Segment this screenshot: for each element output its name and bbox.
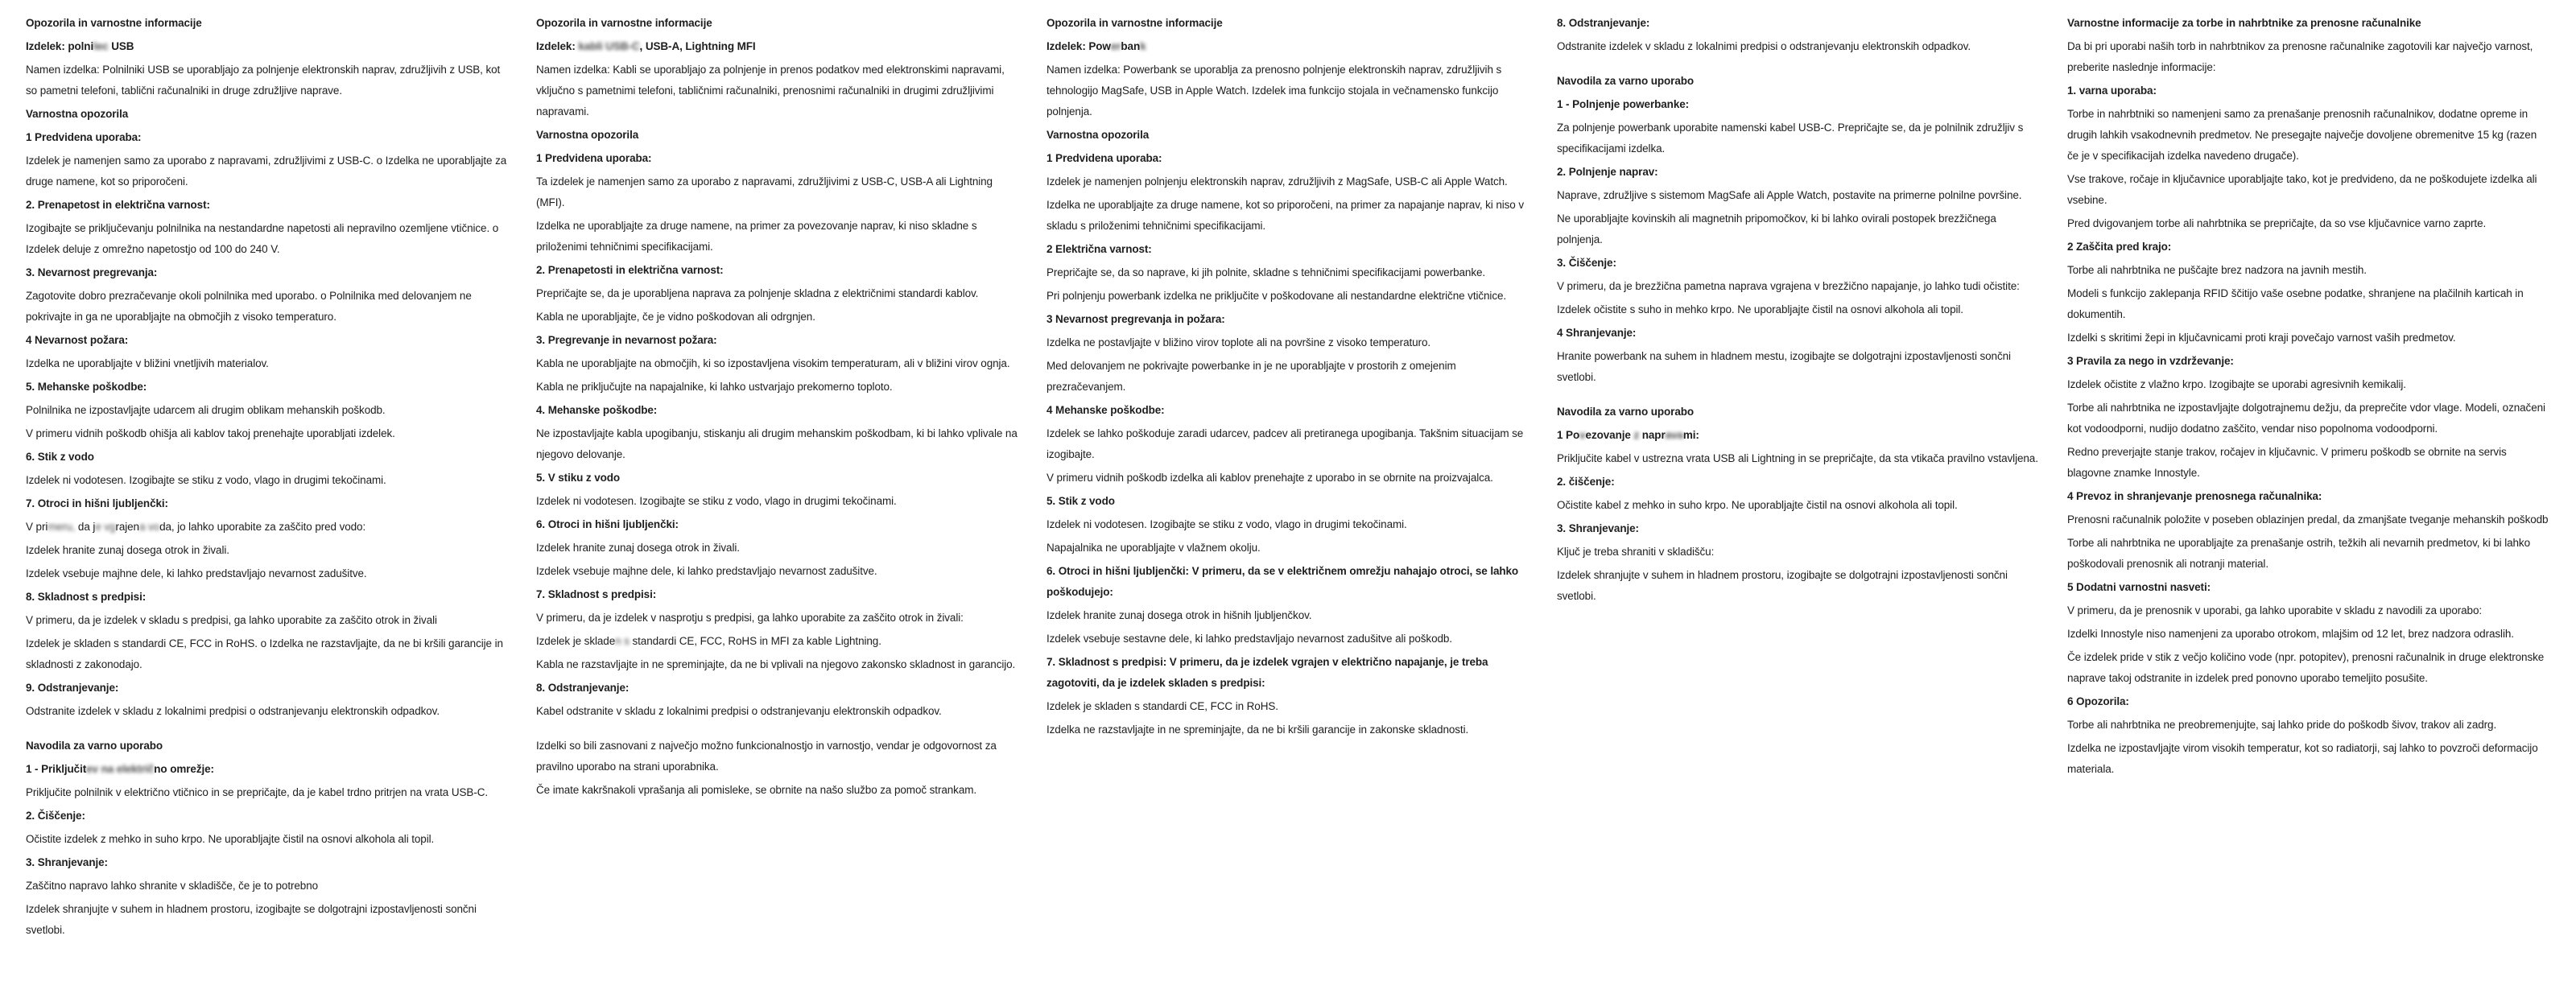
text-run: Zaščitno napravo lahko shranite v skladišče, če je to potrebno [26, 880, 319, 892]
text-run: Varnostna opozorila [1046, 129, 1150, 141]
text-run: Kabel odstranite v skladu z lokalnimi predpisi o odstranjevanju elektronskih odpadkov. [536, 705, 942, 717]
smudged-text: z [1633, 429, 1640, 441]
text-run: Izdelek ni vodotesen. Izogibajte se stiku z vodo, vlago in drugimi tekočinami. [1046, 518, 1407, 530]
text-run: 8. Odstranjevanje: [536, 682, 630, 694]
text-run: Hranite powerbank na suhem in hladnem mestu, izogibajte se dolgotrajni izpostavljenosti sončni svetlobi. [1557, 350, 2011, 383]
text-run: Izdelek vsebuje sestavne dele, ki lahko predstavljajo nevarnost zadušitve ali poškodb. [1046, 633, 1452, 645]
text-run: Kabla ne uporabljajte, če je vidno poškodovan ali odrgnjen. [536, 311, 815, 323]
text-run: Izdelka ne razstavljajte in ne spreminjajte, da ne bi kršili garancije in zakonske skladnosti. [1046, 724, 1469, 736]
text-run: 3 Pravila za nego in vzdrževanje: [2067, 355, 2234, 367]
paragraph [26, 899, 509, 941]
text-run: Varnostna opozorila [26, 108, 129, 120]
section-heading [1046, 400, 1530, 421]
smudged-text: e vg [95, 521, 116, 533]
text-run: Izdelek je namenjen polnjenju elektronskih naprav, združljivih z MagSafe, USB-C ali Apple Watch. [1046, 175, 1508, 188]
text-run: Izdelek shranjujte v suhem in hladnem prostoru, izogibajte se dolgotrajni izpostavljenosti sončni svetlobi. [26, 903, 477, 936]
paragraph [26, 563, 509, 584]
text-run: 6. Otroci in hišni ljubljenčki: [536, 518, 679, 530]
text-run: 3. Čiščenje: [1557, 257, 1616, 269]
paragraph [26, 876, 509, 897]
column-usb-cables [536, 13, 1019, 1006]
paragraph [1046, 468, 1530, 489]
text-run: 1 Predvidena uporaba: [536, 152, 652, 164]
text-run: Opozorila in varnostne informacije [1046, 17, 1223, 29]
section-heading [26, 759, 509, 780]
text-run: 4. Mehanske poškodbe: [536, 404, 658, 416]
text-run: V primeru, da je brezžična pametna naprava vgrajena v brezžično napajanje, jo lahko tudi očistite: [1557, 280, 2020, 292]
text-run: Torbe ali nahrbtnika ne izpostavljajte dolgotrajnemu dežju, da preprečite vdor vlage. Modeli, označeni kot vodoodporni, nudijo dodatno zaščito, vendar niso popolnoma vodoodporni. [2067, 402, 2545, 435]
paragraph [1557, 346, 2040, 388]
paragraph [1046, 719, 1530, 740]
text-run: Za polnjenje powerbank uporabite namenski kabel USB-C. Prepričajte se, da je polnilnik združljiv s specifikacijami izdelka. [1557, 122, 2024, 155]
text-run: Redno preverjajte stanje trakov, ročajev in ključavnic. V primeru poškodb se obrnite na servis blagovne znamke Innostyle. [2067, 446, 2507, 479]
text-run: Izdelek ni vodotesen. Izogibajte se stiku z vodo, vlago in drugimi tekočinami. [26, 474, 386, 486]
paragraph [2067, 624, 2550, 645]
text-run: Kabla ne uporabljajte na območjih, ki so izpostavljena visokim temperaturam, ali v bližini virov ognja. [536, 357, 1010, 369]
text-run: 3. Shranjevanje: [26, 856, 108, 868]
text-run: 7. Skladnost s predpisi: [536, 588, 657, 600]
text-run: Navodila za varno uporabo [1557, 406, 1695, 418]
text-run: Izdelek vsebuje majhne dele, ki lahko predstavljajo nevarnost zadušitve. [26, 567, 367, 579]
paragraph [536, 353, 1019, 374]
paragraph [26, 610, 509, 631]
text-run: Varnostne informacije za torbe in nahrbtnike za prenosne računalnike [2067, 17, 2421, 29]
text-run: da, jo lahko uporabite za zaščito pred vodo: [159, 521, 366, 533]
paragraph [1557, 448, 2040, 469]
text-run: standardi CE, FCC, RoHS in MFI za kable Lightning. [629, 635, 881, 647]
text-run: V pri [26, 521, 48, 533]
paragraph [1046, 538, 1530, 559]
column-laptop-bags [2067, 13, 2550, 1006]
section-heading [26, 127, 509, 148]
paragraph [2067, 283, 2550, 325]
paragraph [536, 538, 1019, 559]
text-run: no omrežje: [154, 763, 214, 775]
section-heading [536, 468, 1019, 489]
text-run: 5. Stik z vodo [1046, 495, 1115, 507]
paragraph [536, 491, 1019, 512]
text-run: V primeru, da je prenosnik v uporabi, ga lahko uporabite v skladu z navodili za uporabo: [2067, 604, 2483, 616]
smudged-text: ev na električ [86, 763, 155, 775]
paragraph [26, 633, 509, 675]
section-gap [1557, 60, 2040, 71]
text-run: da j [75, 521, 96, 533]
text-run: Izdelek ni vodotesen. Izogibajte se stiku z vodo, vlago in drugimi tekočinami. [536, 495, 897, 507]
section-heading [26, 493, 509, 514]
text-run: Torbe ali nahrbtnika ne puščajte brez nadzora na javnih mestih. [2067, 264, 2367, 276]
text-run: 2. čiščenje: [1557, 476, 1615, 488]
text-run: napr [1639, 429, 1666, 441]
text-run: Vse trakove, ročaje in ključavnice uporabljajte tako, kot je predvideno, da ne poškodujete izdelka ali vsebine. [2067, 173, 2537, 206]
paragraph [2067, 104, 2550, 167]
text-run: 5. Mehanske poškodbe: [26, 381, 147, 393]
paragraph [536, 60, 1019, 122]
paragraph [1557, 118, 2040, 159]
text-run: Torbe ali nahrbtnika ne preobremenjujte, saj lahko pride do poškodb šivov, trakov ali zadrg. [2067, 719, 2497, 731]
text-run: 4 Shranjevanje: [1557, 327, 1637, 339]
text-run: 2. Čiščenje: [26, 810, 85, 822]
text-run: V primeru, da je izdelek v skladu s predpisi, ga lahko uporabite za zaščito otrok in živali [26, 614, 437, 626]
section-heading [536, 36, 1019, 57]
text-run: Opozorila in varnostne informacije [26, 17, 202, 29]
text-run: 8. Skladnost s predpisi: [26, 591, 147, 603]
paragraph [1046, 696, 1530, 717]
text-run: Izdelki s skritimi žepi in ključavnicami proti kraji povečajo varnost vaših predmetov. [2067, 332, 2456, 344]
paragraph [1046, 423, 1530, 465]
paragraph [536, 654, 1019, 675]
section-heading [26, 262, 509, 283]
text-run: V primeru vidnih poškodb izdelka ali kablov prenehajte z uporabo in se obrnite na proizvajalca. [1046, 472, 1493, 484]
paragraph [2067, 509, 2550, 530]
section-heading [536, 148, 1019, 169]
paragraph [2067, 398, 2550, 439]
section-heading [2067, 351, 2550, 372]
section-heading [1046, 148, 1530, 169]
paragraph [1046, 286, 1530, 307]
section-heading [2067, 13, 2550, 34]
text-run: Izdelka ne uporabljajte za druge namene, na primer za povezovanje naprav, ki niso skladne s priloženimi tehničnimi specifikacijami. [536, 220, 977, 253]
text-run: Izdelek očistite z vlažno krpo. Izogibajte se uporabi agresivnih kemikalij. [2067, 378, 2406, 390]
section-heading [1046, 125, 1530, 146]
section-heading [1046, 491, 1530, 512]
text-run: 4 Mehanske poškodbe: [1046, 404, 1165, 416]
text-run: Izdelek se lahko poškoduje zaradi udarcev, padcev ali pretiranega upogibanja. Takšnim situacijam se izogibajte. [1046, 427, 1524, 460]
text-run: Naprave, združljive s sistemom MagSafe ali Apple Watch, postavite na primerne polnilne površine. [1557, 189, 2022, 201]
section-heading [26, 587, 509, 608]
section-heading [26, 13, 509, 34]
text-run: Prepričajte se, da je uporabljena naprava za polnjenje skladna z električnimi standardi kablov. [536, 287, 979, 299]
section-heading [536, 13, 1019, 34]
text-run: Če imate kakršnakoli vprašanja ali pomisleke, se obrnite na našo službo za pomoč strankam. [536, 784, 977, 796]
text-run: Izdelka ne izpostavljajte virom visokih temperatur, kot so radiatorji, saj lahko to povzroči deformacijo materiala. [2067, 742, 2538, 775]
text-run: Torbe in nahrbtniki so namenjeni samo za prenašanje prenosnih računalnikov, dodatne opreme in drugih lahkih vsakodnevnih predmetov. Ne presegajte največje dovoljene obremenitve 15 kg (razen če je v specifikacijah izdelka navedeno drugače). [2067, 108, 2537, 162]
column-powerbank-and-cable-usage [1557, 13, 2040, 1006]
text-run: Izdelek hranite zunaj dosega otrok in živali. [536, 542, 740, 554]
text-run: Namen izdelka: Powerbank se uporablja za prenosno polnjenje elektronskih naprav, združljivih s tehnologijo MagSafe, USB in Apple Watch. Izdelek ima funkcijo stojala in večnamensko funkcijo polnjenja. [1046, 64, 1502, 118]
section-gap [1557, 390, 2040, 402]
text-run: Ta izdelek je namenjen samo za uporabo z napravami, združljivimi z USB-C, USB-A ali Lightning (MFI). [536, 175, 993, 208]
text-run: 4 Nevarnost požara: [26, 334, 129, 346]
paragraph [26, 423, 509, 444]
paragraph [2067, 533, 2550, 575]
text-run: 6 Opozorila: [2067, 695, 2129, 707]
section-heading [2067, 577, 2550, 598]
paragraph [2067, 169, 2550, 211]
section-heading [1046, 13, 1530, 34]
section-heading [1557, 518, 2040, 539]
section-heading [2067, 486, 2550, 507]
text-run: Med delovanjem ne pokrivajte powerbanke in je ne uporabljajte v prostorih z omejenim prezračevanjem. [1046, 360, 1456, 393]
section-heading [26, 852, 509, 873]
text-run: Ključ je treba shraniti v skladišču: [1557, 546, 1715, 558]
paragraph [1557, 542, 2040, 563]
text-run: 1. varna uporaba: [2067, 85, 2157, 97]
text-run: Prenosni računalnik položite v poseben oblazinjen predal, da zmanjšate tveganje mehanskih poškodb [2067, 513, 2549, 526]
text-run: Priključite polnilnik v električno vtičnico in se prepričajte, da je kabel trdno pritrjen na vrata USB-C. [26, 786, 489, 798]
section-heading [26, 678, 509, 699]
text-run: 3. Pregrevanje in nevarnost požara: [536, 334, 717, 346]
text-run: 5 Dodatni varnostni nasveti: [2067, 581, 2211, 593]
text-run: Ne uporabljajte kovinskih ali magnetnih pripomočkov, ki bi lahko ovirali postopek brezžičnega polnjenja. [1557, 212, 1996, 245]
paragraph [1046, 60, 1530, 122]
text-run: Navodila za varno uporabo [26, 740, 163, 752]
paragraph [26, 470, 509, 491]
paragraph [26, 517, 509, 538]
column-powerbank [1046, 13, 1530, 1006]
section-heading [2067, 80, 2550, 101]
text-run: 2. Prenapetost in električna varnost: [26, 199, 210, 211]
section-heading [536, 330, 1019, 351]
text-run: Varnostna opozorila [536, 129, 639, 141]
smudged-text: v [1579, 429, 1586, 441]
text-run: Napajalnika ne uporabljajte v vlažnem okolju. [1046, 542, 1261, 554]
smudged-text: kabli USB-C [578, 40, 640, 52]
text-run: mi: [1682, 429, 1699, 441]
paragraph [1046, 629, 1530, 649]
text-run: Izdelka ne uporabljajte za druge namene, kot so priporočeni, na primer za napajanje naprav, ki niso v skladu s priloženimi tehničnimi specifikacijami. [1046, 199, 1525, 232]
section-heading [1046, 652, 1530, 694]
smudged-text: er [1110, 40, 1121, 52]
text-run: Izdelka ne uporabljajte v bližini vnetljivih materialov. [26, 357, 269, 369]
text-run: ban [1121, 40, 1141, 52]
text-run: Izdelki Innostyle niso namenjeni za uporabo otrokom, mlajšim od 12 let, brez nadzora odraslih. [2067, 628, 2514, 640]
section-heading [26, 377, 509, 398]
paragraph [536, 283, 1019, 304]
paragraph [1557, 208, 2040, 250]
section-heading [1557, 425, 2040, 446]
paragraph [2067, 715, 2550, 736]
paragraph [1046, 171, 1530, 192]
section-heading [1557, 253, 2040, 274]
text-run: Kabla ne razstavljajte in ne spreminjajte, da ne bi vplivali na njegovo zakonsko skladnost in garancijo. [536, 658, 1016, 670]
paragraph [26, 353, 509, 374]
paragraph [2067, 738, 2550, 780]
text-run: Izdelek je skladen s standardi CE, FCC in RoHS. o Izdelka ne razstavljajte, da ne bi kršili garancije in skladnosti z zakonodajo. [26, 637, 503, 670]
text-run: Odstranite izdelek v skladu z lokalnimi predpisi o odstranjevanju elektronskih odpadkov. [1557, 40, 1971, 52]
text-run: Namen izdelka: Kabli se uporabljajo za polnjenje in prenos podatkov med elektronskimi napravami, vključno s pametnimi telefoni, tabličnimi računalniki, prenosnimi računalniki in drugimi združljivimi napravami. [536, 64, 1005, 118]
text-run: Izdelek hranite zunaj dosega otrok in hišnih ljubljenčkov. [1046, 609, 1312, 621]
smudged-text: lec [93, 40, 109, 52]
text-run: rajen [115, 521, 139, 533]
section-heading [1046, 239, 1530, 260]
smudged-text: ava [1665, 429, 1683, 441]
text-run: Namen izdelka: Polnilniki USB se uporabljajo za polnjenje elektronskih naprav, združljivih z USB, kot so pametni telefoni, tablični računalniki in druge združljive naprave. [26, 64, 501, 97]
text-run: Zagotovite dobro prezračevanje okoli polnilnika med uporabo. o Polnilnika med delovanjem ne pokrivajte in ga ne uporabljajte na območjih z visoko temperaturo. [26, 290, 472, 323]
section-heading [26, 736, 509, 757]
section-heading [1046, 36, 1530, 57]
paragraph [536, 631, 1019, 652]
section-heading [2067, 237, 2550, 258]
paragraph [536, 307, 1019, 328]
text-run: Izdelek vsebuje majhne dele, ki lahko predstavljajo nevarnost zadušitve. [536, 565, 877, 577]
text-run: 3. Nevarnost pregrevanja: [26, 266, 158, 278]
text-run: Izdelek: Pow [1046, 40, 1111, 52]
text-run: Pred dvigovanjem torbe ali nahrbtnika se prepričajte, da so vse ključavnice varno zaprte. [2067, 217, 2487, 229]
paragraph [1046, 605, 1530, 626]
paragraph [1557, 565, 2040, 607]
text-run: Izogibajte se priključevanju polnilnika na nestandardne napetosti ali nepravilno ozemljene vtičnice. o Izdelek deluje z omrežno napetostjo od 100 do 240 V. [26, 222, 499, 255]
section-gap [26, 724, 509, 736]
paragraph [26, 286, 509, 328]
text-run: 7. Otroci in hišni ljubljenčki: [26, 497, 168, 509]
text-run: Opozorila in varnostne informacije [536, 17, 712, 29]
text-run: Da bi pri uporabi naših torb in nahrbtnikov za prenosne računalnike zagotovili kar največjo varnost, preberite naslednje informacije: [2067, 40, 2533, 73]
paragraph [1557, 36, 2040, 57]
paragraph [26, 829, 509, 850]
text-run: Izdelek očistite s suho in mehko krpo. Ne uporabljajte čistil na osnovi alkohola ali topil. [1557, 303, 1963, 315]
section-heading [26, 806, 509, 827]
paragraph [2067, 600, 2550, 621]
text-run: Navodila za varno uporabo [1557, 75, 1695, 87]
text-run: 7. Skladnost s predpisi: V primeru, da je izdelek vgrajen v električno napajanje, je treba zagotoviti, da je izdelek skladen s predpisi: [1046, 656, 1488, 689]
paragraph [2067, 260, 2550, 281]
smudged-text: n s [615, 635, 630, 647]
text-run: Izdelek: [536, 40, 579, 52]
section-heading [26, 104, 509, 125]
section-heading [26, 330, 509, 351]
text-run: Izdelek shranjujte v suhem in hladnem prostoru, izogibajte se dolgotrajni izpostavljenosti sončni svetlobi. [1557, 569, 2008, 602]
paragraph [2067, 647, 2550, 689]
text-run: Izdelek je namenjen samo za uporabo z napravami, združljivimi z USB-C. o Izdelka ne uporabljajte za druge namene, kot so priporočeni. [26, 155, 507, 188]
text-run: ezovanje [1585, 429, 1634, 441]
paragraph [2067, 36, 2550, 78]
text-run: Priključite kabel v ustrezna vrata USB ali Lightning in se prepričajte, da sta vtikača pravilno vstavljena. [1557, 452, 2038, 464]
text-run: 2 Električna varnost: [1046, 243, 1152, 255]
text-run: Očistite kabel z mehko in suho krpo. Ne uporabljajte čistil na osnovi alkohola ali topil. [1557, 499, 1958, 511]
text-run: 8. Odstranjevanje: [1557, 17, 1650, 29]
section-heading [536, 514, 1019, 535]
section-heading [1557, 402, 2040, 423]
smudged-text: meru, [47, 521, 76, 533]
text-run: 1 Predvidena uporaba: [1046, 152, 1162, 164]
text-run: Če izdelek pride v stik z večjo količino vode (npr. potopitev), prenosni računalnik in druge elektronske naprave takoj odstranite in izdelek pred ponovno uporabo temeljito posušite. [2067, 651, 2545, 684]
text-run: Polnilnika ne izpostavljajte udarcem ali drugim oblikam mehanskih poškodb. [26, 404, 386, 416]
text-run: Prepričajte se, da so naprave, ki jih polnite, skladne s tehničnimi specifikacijami powerbanke. [1046, 266, 1486, 278]
paragraph [536, 561, 1019, 582]
text-run: Kabla ne priključujte na napajalnike, ki lahko ustvarjajo prekomerno toploto. [536, 381, 893, 393]
text-run: Odstranite izdelek v skladu z lokalnimi predpisi o odstranjevanju elektronskih odpadkov. [26, 705, 440, 717]
text-run: 5. V stiku z vodo [536, 472, 621, 484]
paragraph [536, 216, 1019, 258]
paragraph [536, 780, 1019, 801]
paragraph [1046, 262, 1530, 283]
text-run: 6. Stik z vodo [26, 451, 94, 463]
section-heading [536, 400, 1019, 421]
text-run: 3. Shranjevanje: [1557, 522, 1639, 534]
text-run: Očistite izdelek z mehko in suho krpo. Ne uporabljajte čistil na osnovi alkohola ali topil. [26, 833, 435, 845]
text-run: 2. Polnjenje naprav: [1557, 166, 1658, 178]
section-heading [26, 36, 509, 57]
section-heading [536, 125, 1019, 146]
text-run: Izdelek je skladen s standardi CE, FCC in RoHS. [1046, 700, 1278, 712]
text-run: 3 Nevarnost pregrevanja in požara: [1046, 313, 1225, 325]
text-run: Izdelki so bili zasnovani z največjo možno funkcionalnostjo in varnostjo, vendar je odgovornost za pravilno uporabo na strani uporabnika. [536, 740, 997, 773]
paragraph [26, 400, 509, 421]
paragraph [536, 423, 1019, 465]
section-heading [1557, 162, 2040, 183]
paragraph [536, 701, 1019, 722]
section-heading [26, 195, 509, 216]
paragraph [1557, 299, 2040, 320]
text-run: 4 Prevoz in shranjevanje prenosnega računalnika: [2067, 490, 2322, 502]
paragraph [2067, 374, 2550, 395]
paragraph [536, 377, 1019, 398]
paragraph [26, 150, 509, 192]
section-heading [26, 447, 509, 468]
paragraph [2067, 213, 2550, 234]
paragraph [1046, 195, 1530, 237]
paragraph [536, 736, 1019, 777]
paragraph [26, 60, 509, 101]
text-run: USB [108, 40, 134, 52]
text-run: 1 Predvidena uporaba: [26, 131, 142, 143]
text-run: Izdelek: polni [26, 40, 94, 52]
text-run: 6. Otroci in hišni ljubljenčki: V primeru, da se v električnem omrežju nahajajo otroci, se lahko poškodujejo: [1046, 565, 1519, 598]
paragraph [26, 540, 509, 561]
paragraph [26, 218, 509, 260]
section-heading [2067, 691, 2550, 712]
paragraph [1046, 514, 1530, 535]
section-gap [536, 724, 1019, 736]
paragraph [2067, 442, 2550, 484]
paragraph [1557, 495, 2040, 516]
text-run: Izdelek je sklade [536, 635, 616, 647]
text-run: , USB-A, Lightning MFI [639, 40, 756, 52]
section-heading [1046, 309, 1530, 330]
paragraph [1046, 332, 1530, 353]
text-run: 9. Odstranjevanje: [26, 682, 119, 694]
section-heading [536, 584, 1019, 605]
text-run: Modeli s funkcijo zaklepanja RFID ščitijo vaše osebne podatke, shranjene na plačilnih karticah in dokumentih. [2067, 287, 2524, 320]
section-heading [1557, 13, 2040, 34]
paragraph [1557, 276, 2040, 297]
section-heading [536, 678, 1019, 699]
text-run: Izdelek hranite zunaj dosega otrok in živali. [26, 544, 229, 556]
column-usb-charger [26, 13, 509, 1006]
paragraph [2067, 328, 2550, 348]
paragraph [26, 701, 509, 722]
text-run: V primeru, da je izdelek v nasprotju s predpisi, ga lahko uporabite za zaščito otrok in živali: [536, 612, 964, 624]
paragraph [1046, 356, 1530, 398]
section-heading [1046, 561, 1530, 603]
section-heading [536, 260, 1019, 281]
text-run: Ne izpostavljajte kabla upogibanju, stiskanju ali drugim mehanskim poškodbam, ki bi lahko vplivale na njegovo delovanje. [536, 427, 1018, 460]
paragraph [536, 608, 1019, 629]
text-run: Izdelka ne postavljajte v bližino virov toplote ali na površine z visoko temperaturo. [1046, 336, 1430, 348]
paragraph [26, 782, 509, 803]
smudged-text: k [1140, 40, 1146, 52]
section-heading [1557, 94, 2040, 115]
text-run: 1 Po [1557, 429, 1580, 441]
paragraph [536, 171, 1019, 213]
text-run: 2. Prenapetosti in električna varnost: [536, 264, 724, 276]
text-run: 1 - Priključit [26, 763, 87, 775]
paragraph [1557, 185, 2040, 206]
section-heading [1557, 472, 2040, 493]
text-run: Torbe ali nahrbtnika ne uporabljajte za prenašanje ostrih, težkih ali nevarnih predmetov, ki bi lahko poškodovali prenosnik ali notranji material. [2067, 537, 2530, 570]
smudged-text: a vo [138, 521, 160, 533]
text-run: Pri polnjenju powerbank izdelka ne priključite v poškodovane ali nestandardne električne vtičnice. [1046, 290, 1507, 302]
text-run: 1 - Polnjenje powerbanke: [1557, 98, 1690, 110]
text-run: V primeru vidnih poškodb ohišja ali kablov takoj prenehajte uporabljati izdelek. [26, 427, 395, 439]
section-heading [1557, 71, 2040, 92]
text-run: 2 Zaščita pred krajo: [2067, 241, 2172, 253]
section-heading [1557, 323, 2040, 344]
